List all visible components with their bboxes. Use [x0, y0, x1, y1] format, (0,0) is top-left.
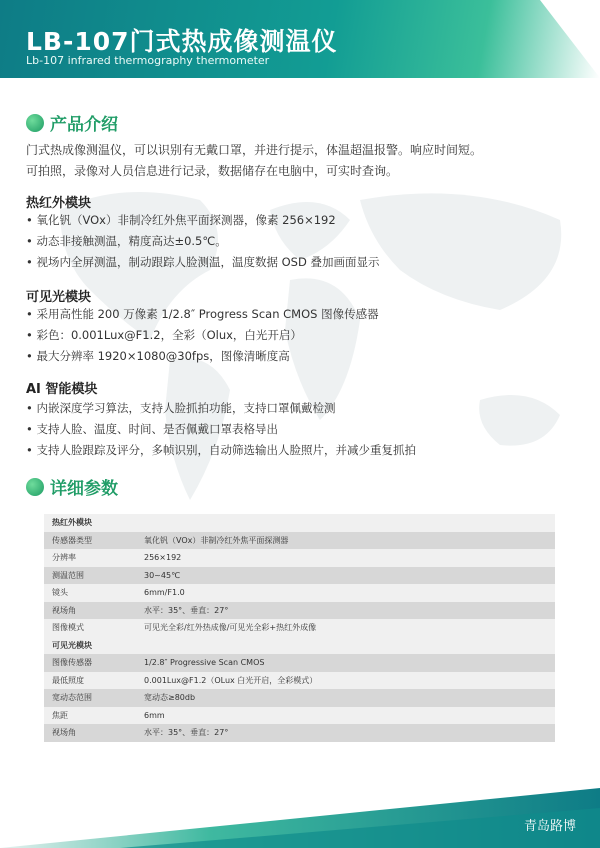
spec-key: 图像传感器 [52, 658, 92, 668]
table-group-row [44, 514, 555, 532]
list-item: • 彩色：0.001Lux@F1.2，全彩（Olux，白光开启） [26, 325, 379, 346]
list-item: • 动态非接触测温，精度高达±0.5℃。 [26, 231, 379, 252]
spec-key: 视场角 [52, 605, 76, 615]
header-wedge [540, 0, 600, 78]
spec-value: 0.001Lux@F1.2（OLux 白光开启，全彩模式） [144, 675, 318, 685]
list-item: • 氧化钒（VOx）非制冷红外焦平面探测器，像素 256×192 [26, 210, 379, 231]
table-row [44, 707, 555, 725]
spec-key: 视场角 [52, 728, 76, 738]
section-title: 产品介绍 [50, 115, 118, 135]
header-banner [0, 0, 600, 78]
spec-value: 256×192 [144, 553, 182, 563]
spec-value: 1/2.8″ Progressive Scan CMOS [144, 658, 265, 668]
list-item: • 支持人脸、温度、时间、是否佩戴口罩表格导出 [26, 419, 416, 440]
module-title-thermal: 热红外模块 [26, 196, 92, 211]
table-row [44, 584, 555, 602]
page-title: LB-107门式热成像测温仪 [26, 27, 338, 56]
green-dot-icon [26, 478, 44, 496]
intro-paragraph: 门式热成像测温仪，可以识别有无戴口罩，并进行提示，体温超温报警。响应时间短。 [26, 143, 483, 157]
table-row [44, 654, 555, 672]
table-row [44, 549, 555, 567]
list-item: • 视场内全屏测温，制动跟踪人脸测温，温度数据 OSD 叠加画面显示 [26, 252, 379, 273]
spec-heading [26, 474, 118, 499]
spec-value: 氧化钒（VOx）非制冷红外焦平面探测器 [144, 535, 289, 545]
spec-value: 宽动态≥80db [144, 693, 196, 703]
spec-value: 水平：35°、垂直：27° [144, 605, 229, 615]
footer-banner [0, 788, 600, 848]
spec-key: 焦距 [52, 710, 68, 720]
table-row [44, 602, 555, 620]
module-title-visible: 可见光模块 [26, 290, 92, 305]
product-intro-heading [26, 110, 118, 135]
spec-key: 分辨率 [52, 553, 76, 563]
group-label: 热红外模块 [52, 518, 92, 528]
product-intro-text [26, 140, 581, 182]
spec-key: 测温范围 [52, 570, 84, 580]
spec-value: 水平：35°、垂直：27° [144, 728, 229, 738]
spec-table [44, 514, 555, 742]
list-item: • 采用高性能 200 万像素 1/2.8″ Progress Scan CMOS 图像传感器 [26, 304, 379, 325]
page-subtitle: Lb-107 infrared thermography thermometer [26, 54, 270, 67]
ai-features-list [26, 398, 416, 461]
spec-key: 镜头 [52, 588, 68, 598]
thermal-features-list [26, 210, 379, 273]
table-group-row [44, 637, 555, 655]
table-row [44, 532, 555, 550]
table-row [44, 672, 555, 690]
spec-value: 6mm [144, 710, 165, 720]
table-row [44, 567, 555, 585]
spec-key: 宽动态范围 [52, 693, 92, 703]
group-label: 可见光模块 [52, 640, 92, 650]
spec-key: 最低照度 [52, 675, 84, 685]
section-title: 详细参数 [50, 479, 118, 499]
module-title-ai: AI 智能模块 [26, 382, 98, 397]
spec-key: 图像模式 [52, 623, 84, 633]
green-dot-icon [26, 114, 44, 132]
company-name: 青岛路博 [523, 819, 576, 834]
visible-features-list [26, 304, 379, 367]
list-item: • 内嵌深度学习算法，支持人脸抓拍功能，支持口罩佩戴检测 [26, 398, 416, 419]
spec-key: 传感器类型 [52, 535, 92, 545]
list-item: • 最大分辨率 1920×1080@30fps，图像清晰度高 [26, 346, 379, 367]
table-row [44, 689, 555, 707]
spec-value: 30~45℃ [144, 570, 181, 580]
spec-value: 6mm/F1.0 [144, 588, 185, 598]
intro-paragraph: 可拍照，录像对人员信息进行记录，数据储存在电脑中，可实时查询。 [26, 164, 399, 178]
table-row [44, 724, 555, 742]
table-row [44, 619, 555, 637]
spec-value: 可见光全彩/红外热成像/可见光全彩+热红外成像 [144, 623, 317, 633]
list-item: • 支持人脸跟踪及评分，多帧识别，自动筛选输出人脸照片，并减少重复抓拍 [26, 440, 416, 461]
